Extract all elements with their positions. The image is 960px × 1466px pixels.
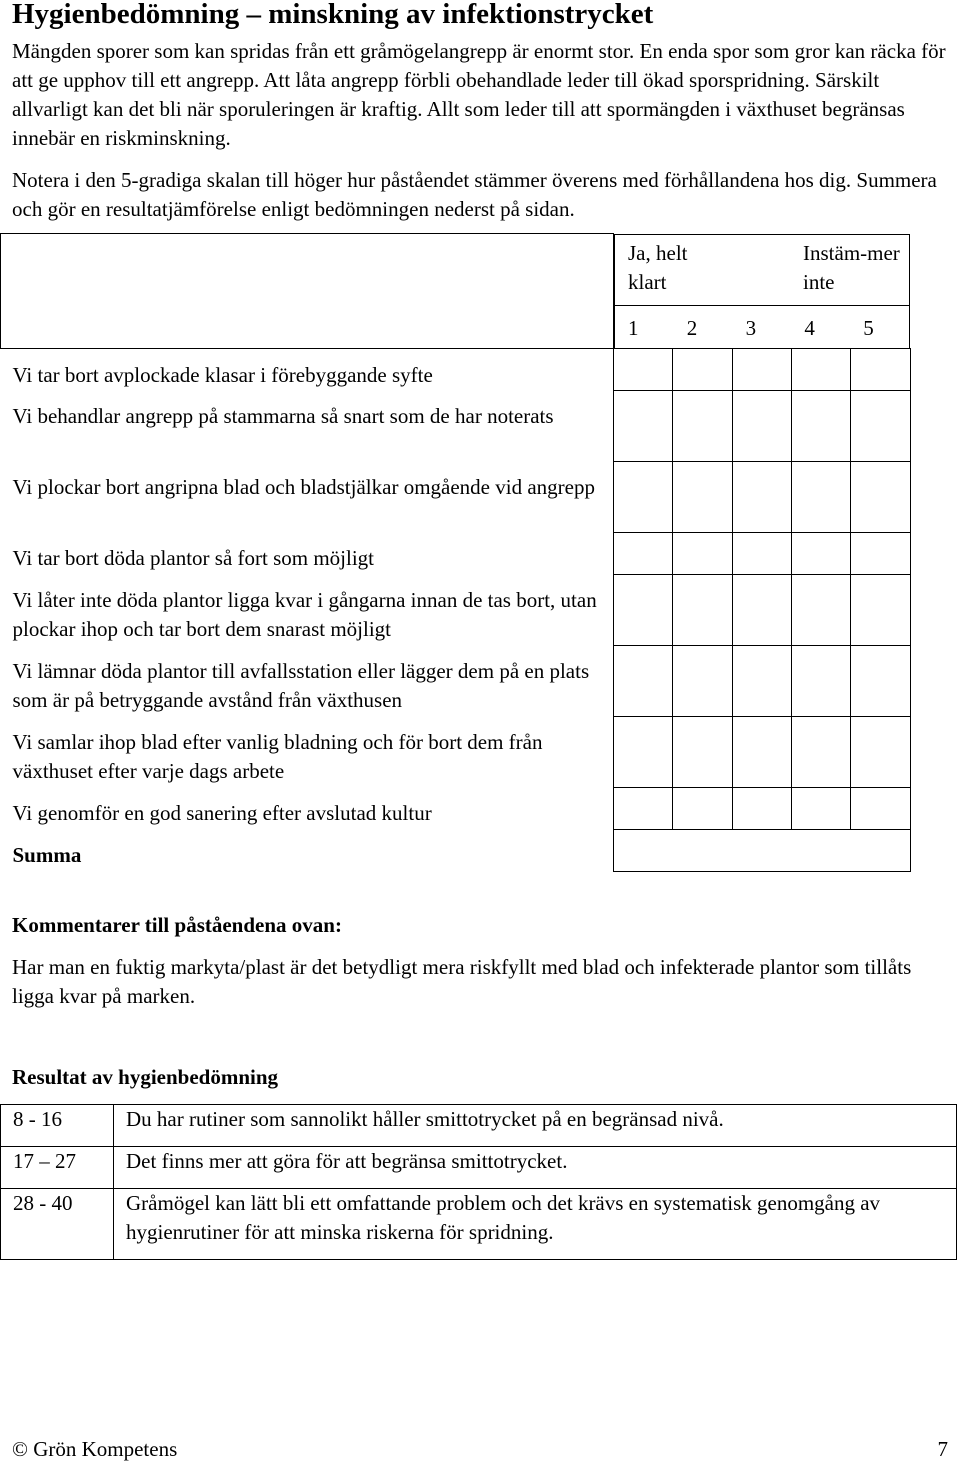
- scale-number: 2: [686, 315, 698, 340]
- results-table: [0, 1104, 957, 1260]
- comments-text: Har man en fuktig markyta/plast är det betydligt mera riskfyllt med blad och infekterade plantor som tillåts ligga kvar på marken.: [12, 955, 912, 1008]
- instruction-paragraph: Notera i den 5-gradiga skalan till höger hur påståendet stämmer överens med förhållandena hos dig. Summera och gör en resultatjämförelse enligt bedömningen nederst på sidan.: [12, 168, 937, 221]
- statement-row: [1, 574, 911, 645]
- result-row: [1, 1147, 957, 1189]
- result-description: Det finns mer att göra för att begränsa smittotrycket.: [114, 1147, 957, 1189]
- scale-number: 5: [863, 315, 874, 340]
- footer-brand: © Grön Kompetens: [12, 1437, 178, 1461]
- comments-heading: Kommentarer till påståendena ovan:: [12, 913, 342, 937]
- scale-labels: [615, 235, 909, 306]
- statement-text: Vi samlar ihop blad efter vanlig bladning och för bort dem från växthuset efter varje dags arbete: [12, 730, 543, 783]
- result-row: [1, 1189, 957, 1260]
- result-range: 17 – 27: [1, 1147, 114, 1189]
- result-row: [1, 1105, 957, 1147]
- scale-right-label: Instäm-mer inte: [803, 240, 900, 294]
- rating-cell-5[interactable]: [851, 461, 910, 532]
- scale-number: 3: [745, 315, 757, 340]
- rating-cell-5[interactable]: [851, 787, 910, 829]
- scale-number: 4: [804, 315, 815, 340]
- statement-row: [1, 645, 911, 716]
- rating-cell-3[interactable]: [732, 461, 791, 532]
- statement-row: [1, 461, 911, 532]
- rating-table: [0, 233, 911, 872]
- rating-cell-3[interactable]: [732, 645, 791, 716]
- rating-cell-3[interactable]: [732, 787, 791, 829]
- scale-numbers: [615, 306, 909, 348]
- rating-cell-2[interactable]: [673, 574, 732, 645]
- result-description: Du har rutiner som sannolikt håller smittotrycket på en begränsad nivå.: [114, 1105, 957, 1147]
- sum-label: Summa: [12, 843, 82, 867]
- rating-cell-2[interactable]: [673, 348, 732, 390]
- rating-cell-2[interactable]: [673, 787, 732, 829]
- rating-cell-2[interactable]: [673, 390, 732, 461]
- rating-cell-5[interactable]: [851, 348, 910, 390]
- blank-header-cell: [1, 234, 614, 349]
- rating-cell-1[interactable]: [614, 532, 673, 574]
- rating-cell-3[interactable]: [732, 348, 791, 390]
- results-heading: Resultat av hygienbedömning: [12, 1065, 279, 1089]
- scale-left-label: Ja, helt klart: [628, 240, 688, 294]
- scale-header-cell: [614, 234, 911, 349]
- result-range: 28 - 40: [1, 1189, 114, 1260]
- statement-text: Vi genomför en god sanering efter avslutad kultur: [12, 801, 432, 825]
- statement-text: Vi låter inte döda plantor ligga kvar i gångarna innan de tas bort, utan plockar ihop och tar bort dem snarast möjligt: [12, 588, 597, 641]
- sum-row: [1, 829, 911, 871]
- statement-row: [1, 532, 911, 574]
- page-number: 7: [937, 1437, 948, 1461]
- rating-cell-3[interactable]: [732, 574, 791, 645]
- result-range: 8 - 16: [1, 1105, 114, 1147]
- rating-cell-2[interactable]: [673, 645, 732, 716]
- statement-row: [1, 390, 911, 461]
- rating-cell-5[interactable]: [851, 574, 910, 645]
- statement-row: [1, 348, 911, 390]
- rating-cell-3[interactable]: [732, 532, 791, 574]
- page-title: Hygienbedömning – minskning av infektionstrycket: [12, 0, 654, 30]
- statement-text: Vi tar bort döda plantor så fort som möjligt: [12, 546, 375, 570]
- sum-cell[interactable]: [614, 829, 911, 871]
- rating-cell-1[interactable]: [614, 716, 673, 787]
- rating-cell-1[interactable]: [614, 645, 673, 716]
- rating-cell-1[interactable]: [614, 348, 673, 390]
- rating-cell-5[interactable]: [851, 532, 910, 574]
- rating-cell-2[interactable]: [673, 716, 732, 787]
- rating-cell-5[interactable]: [851, 390, 910, 461]
- rating-cell-2[interactable]: [673, 461, 732, 532]
- rating-cell-3[interactable]: [732, 716, 791, 787]
- rating-cell-1[interactable]: [614, 574, 673, 645]
- scale-number: 1: [628, 315, 639, 340]
- rating-cell-1[interactable]: [614, 390, 673, 461]
- rating-cell-4[interactable]: [791, 716, 850, 787]
- rating-cell-4[interactable]: [791, 532, 850, 574]
- rating-cell-4[interactable]: [791, 787, 850, 829]
- statement-text: Vi plockar bort angripna blad och bladstjälkar omgående vid angrepp: [12, 475, 595, 499]
- statement-text: Vi behandlar angrepp på stammarna så snart som de har noterats: [12, 404, 554, 428]
- statement-text: Vi tar bort avplockade klasar i förebyggande syfte: [12, 362, 433, 387]
- rating-cell-4[interactable]: [791, 461, 850, 532]
- rating-cell-5[interactable]: [851, 645, 910, 716]
- rating-cell-1[interactable]: [614, 461, 673, 532]
- rating-cell-5[interactable]: [851, 716, 910, 787]
- rating-cell-4[interactable]: [791, 390, 850, 461]
- result-description: Gråmögel kan lätt bli ett omfattande problem och det krävs en systematisk genomgång av hygienrutiner för att minska riskerna för spridning.: [114, 1189, 957, 1260]
- statement-text: Vi lämnar döda plantor till avfallsstation eller lägger dem på en plats som är på betryggande avstånd från växthusen: [12, 659, 590, 712]
- intro-paragraph: Mängden sporer som kan spridas från ett gråmögelangrepp är enormt stor. En enda spor som gror kan räcka för att ge upphov till ett angrepp. Att låta angrepp förbli obehandlade leder till ökad sporspridning. Särskilt allvarligt kan det bli när sporuleringen är kraftig. Allt som leder till att spormängden i växthuset begränsas innebär en riskminskning.: [12, 39, 946, 150]
- rating-cell-4[interactable]: [791, 574, 850, 645]
- scale-header-row: [1, 234, 911, 349]
- rating-cell-4[interactable]: [791, 348, 850, 390]
- rating-cell-3[interactable]: [732, 390, 791, 461]
- rating-cell-1[interactable]: [614, 787, 673, 829]
- rating-cell-4[interactable]: [791, 645, 850, 716]
- statement-row: [1, 787, 911, 829]
- rating-cell-2[interactable]: [673, 532, 732, 574]
- statement-row: [1, 716, 911, 787]
